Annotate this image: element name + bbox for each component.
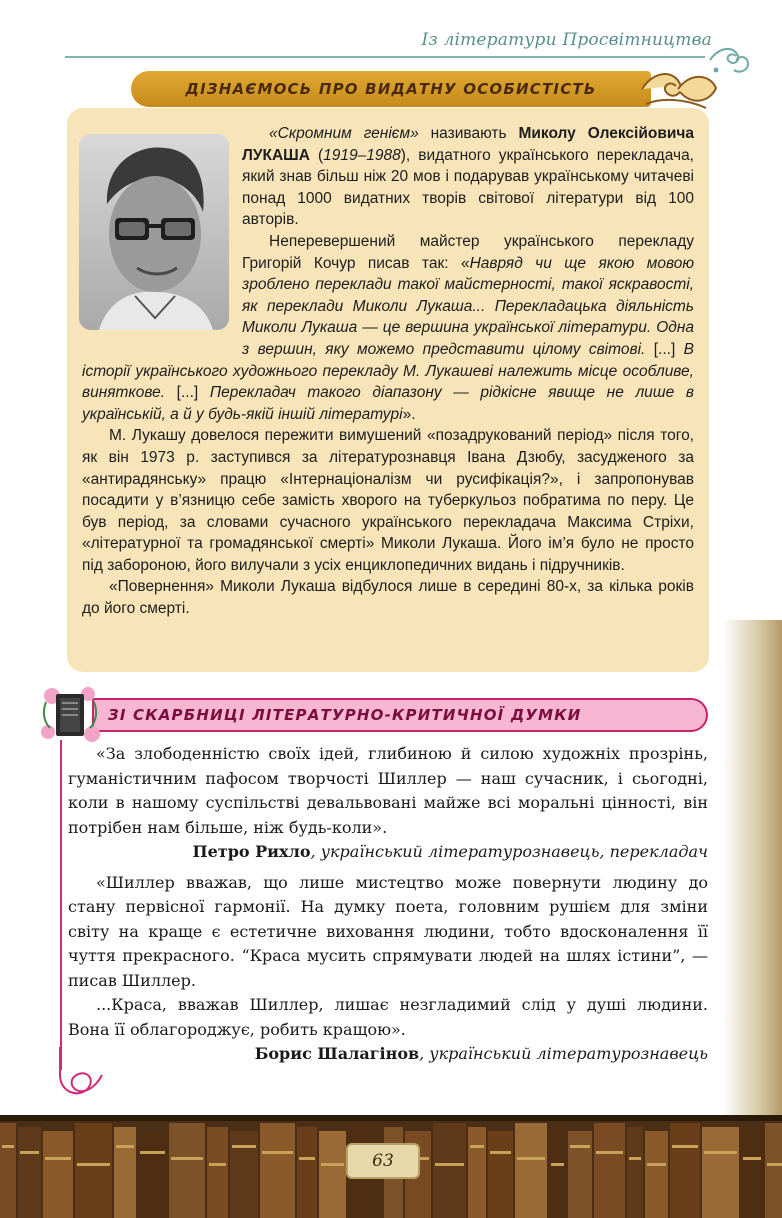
- bio-paragraph-3: М. Лукашу довелося пережити вимушений «позадрукований період» після того, як він 1973 р. заступився за літературознавця Івана Дзюбу, засудженого за «антирадянську» працю «Інтернаціоналізм чи русифікація?», і запропонував посадити у в’язницю себе замість хворого на туберкульоз побратима по перу. Це був період, за словами сучасного українського перекладача Максима Стріхи, «літературної та громадянської смерті» Миколи Лукаша. Його ім’я було не просто під забороною, його вилучали з усіх енциклопедичних видань і підручників.: [82, 427, 694, 574]
- book-icon: [38, 682, 102, 746]
- bio-p1-nickname: «Скромним генієм»: [269, 125, 419, 142]
- book-spine-band: [647, 1163, 666, 1166]
- book-spine-band: [570, 1145, 590, 1148]
- quote-1-signature: [68, 840, 708, 865]
- book-spine: [43, 1131, 73, 1218]
- quote-1-role: , український літературознавець, перекладач: [310, 842, 708, 861]
- book-spine: [230, 1131, 258, 1218]
- book-spine-band: [743, 1157, 761, 1160]
- book-spine-band: [116, 1145, 134, 1148]
- book-spine: [568, 1131, 592, 1218]
- book-spine: [549, 1127, 566, 1218]
- book-spine: [75, 1123, 112, 1218]
- background-image-fade: [722, 620, 782, 1120]
- book-spine-band: [596, 1151, 623, 1154]
- book-spine-band: [77, 1163, 110, 1166]
- book-spine: [765, 1123, 782, 1218]
- quote-1: «За злободенністю своїх ідей, глибиною й силою художніх прозрінь, гуманістичним пафосом творчості Шиллер — наш сучасник, і сьогодні, коли в нашому суспільстві девальвовані майже всі моральні цінності, він потрібен нам більше, ніж будь-коли».: [68, 744, 708, 837]
- running-title: Із літератури Просвітництва: [421, 30, 712, 50]
- book-spine: [0, 1123, 16, 1218]
- book-spine: [670, 1123, 700, 1218]
- book-spine-band: [629, 1157, 641, 1160]
- quote-1-author: Петро Рихло: [192, 842, 311, 861]
- book-spine-band: [435, 1163, 464, 1166]
- book-spine: [297, 1127, 317, 1218]
- quote-2-signature: [68, 1042, 708, 1067]
- bio-p1-name: Миколу Олексійовича ЛУКАША: [242, 125, 694, 164]
- critic-quotes: [68, 742, 708, 1073]
- bio-p1-paren: (: [309, 146, 324, 164]
- bio-p2-intro: Неперевершений майстер українського перекладу Григорій Кочур писав так: «: [242, 232, 694, 272]
- book-spine-band: [470, 1145, 484, 1148]
- bio-p2-close: ».: [402, 405, 416, 423]
- book-spine-band: [517, 1157, 545, 1160]
- book-spine-band: [767, 1163, 782, 1166]
- book-spine-band: [551, 1163, 564, 1166]
- bio-p2-quote-2: В історії українського художнього перекладу М. Лукашеві належить місце особливе, виняткове.: [82, 340, 694, 402]
- book-spine-band: [45, 1157, 71, 1160]
- book-spine: [488, 1131, 513, 1218]
- bio-paragraph-4: «Повернення» Миколи Лукаша відбулося лише в середині 80-х, за кілька років до його смерті.: [82, 578, 694, 618]
- bio-p1-text: називають: [418, 125, 519, 142]
- book-spine-band: [232, 1145, 256, 1148]
- book-spine-band: [321, 1163, 344, 1166]
- quote-2-role: , український літературознавець: [419, 1044, 708, 1063]
- book-spine: [702, 1127, 739, 1218]
- book-spine: [260, 1123, 295, 1218]
- header-rule: [65, 56, 705, 58]
- quote-2: «Шиллер вважав, що лише мистецтво може повернути людину до стану первісної гармонії. На думку поета, головним рушієм для зміни світу на краще є естетичне виховання людини, тобто вдосконалення її чуття прекрасного. “Краса мусить спрямувати людей на шлях істини”, — писав Шиллер.: [68, 872, 708, 990]
- book-spine: [645, 1131, 668, 1218]
- book-spine: [138, 1131, 167, 1218]
- book-spine-band: [704, 1151, 737, 1154]
- book-spine: [515, 1123, 547, 1218]
- section-banner-personality: [131, 71, 651, 107]
- page-number: 63: [346, 1143, 420, 1179]
- book-spine: [627, 1127, 643, 1218]
- book-spine-band: [20, 1151, 39, 1154]
- book-spine-band: [490, 1151, 511, 1154]
- book-spine: [741, 1131, 763, 1218]
- pink-margin-line: [60, 740, 62, 1070]
- book-spine-band: [171, 1157, 203, 1160]
- banner-ornament-icon: [640, 64, 720, 114]
- book-spine: [319, 1131, 346, 1218]
- book-spine: [207, 1127, 228, 1218]
- bio-p2-ellipsis-1: [...]: [645, 340, 684, 358]
- book-spine: [169, 1123, 205, 1218]
- bio-p1-rest: ), видатного українського перекладача, який знав більш ніж 20 мов і подарував українському читачеві понад 1000 видатних творів світової літератури від 100 авторів.: [242, 146, 694, 229]
- book-spine-band: [209, 1163, 226, 1166]
- book-spine-band: [2, 1145, 14, 1148]
- book-spine-band: [262, 1151, 293, 1154]
- biography-text: [82, 123, 694, 620]
- bio-p2-quote-3: Перекладач такого діапазону — рідкісне явище не лише в українській, а й у будь-якій іншій літературі: [82, 384, 694, 423]
- section-banner-criticism: [92, 698, 708, 732]
- bio-p1-years: 1919–1988: [323, 146, 401, 164]
- book-spine: [433, 1123, 466, 1218]
- portrait-spacer: [82, 123, 242, 341]
- book-spine: [594, 1123, 625, 1218]
- section-banner-title: ЗІ СКАРБНИЦІ ЛІТЕРАТУРНО-КРИТИЧНОЇ ДУМКИ: [108, 706, 582, 724]
- book-spine: [114, 1127, 136, 1218]
- book-spine-band: [140, 1151, 165, 1154]
- section-banner-title: ДІЗНАЄМОСЬ ПРО ВИДАТНУ ОСОБИСТІСТЬ: [185, 80, 597, 98]
- book-spine-band: [672, 1145, 698, 1148]
- book-spine: [468, 1127, 486, 1218]
- quote-2-continued: ...Краса, вважав Шиллер, лишає незгладимий слід у душі людини. Вона її облагороджує, робить кращою».: [68, 995, 708, 1039]
- bio-p2-ellipsis-2: [...]: [165, 384, 210, 402]
- book-spine: [18, 1127, 41, 1218]
- book-spine-band: [299, 1157, 315, 1160]
- bio-p2-quote-1: Навряд чи ще якою мовою зроблено переклади такої майстерності, такої яскравості, як переклади Миколи Лукаша... Перекладацька діяльність Миколи Лукаша — це вершина української літератури. Одна з вершин, яку можемо представити цілому світові.: [242, 254, 694, 358]
- quote-2-author: Борис Шалагінов: [254, 1044, 420, 1063]
